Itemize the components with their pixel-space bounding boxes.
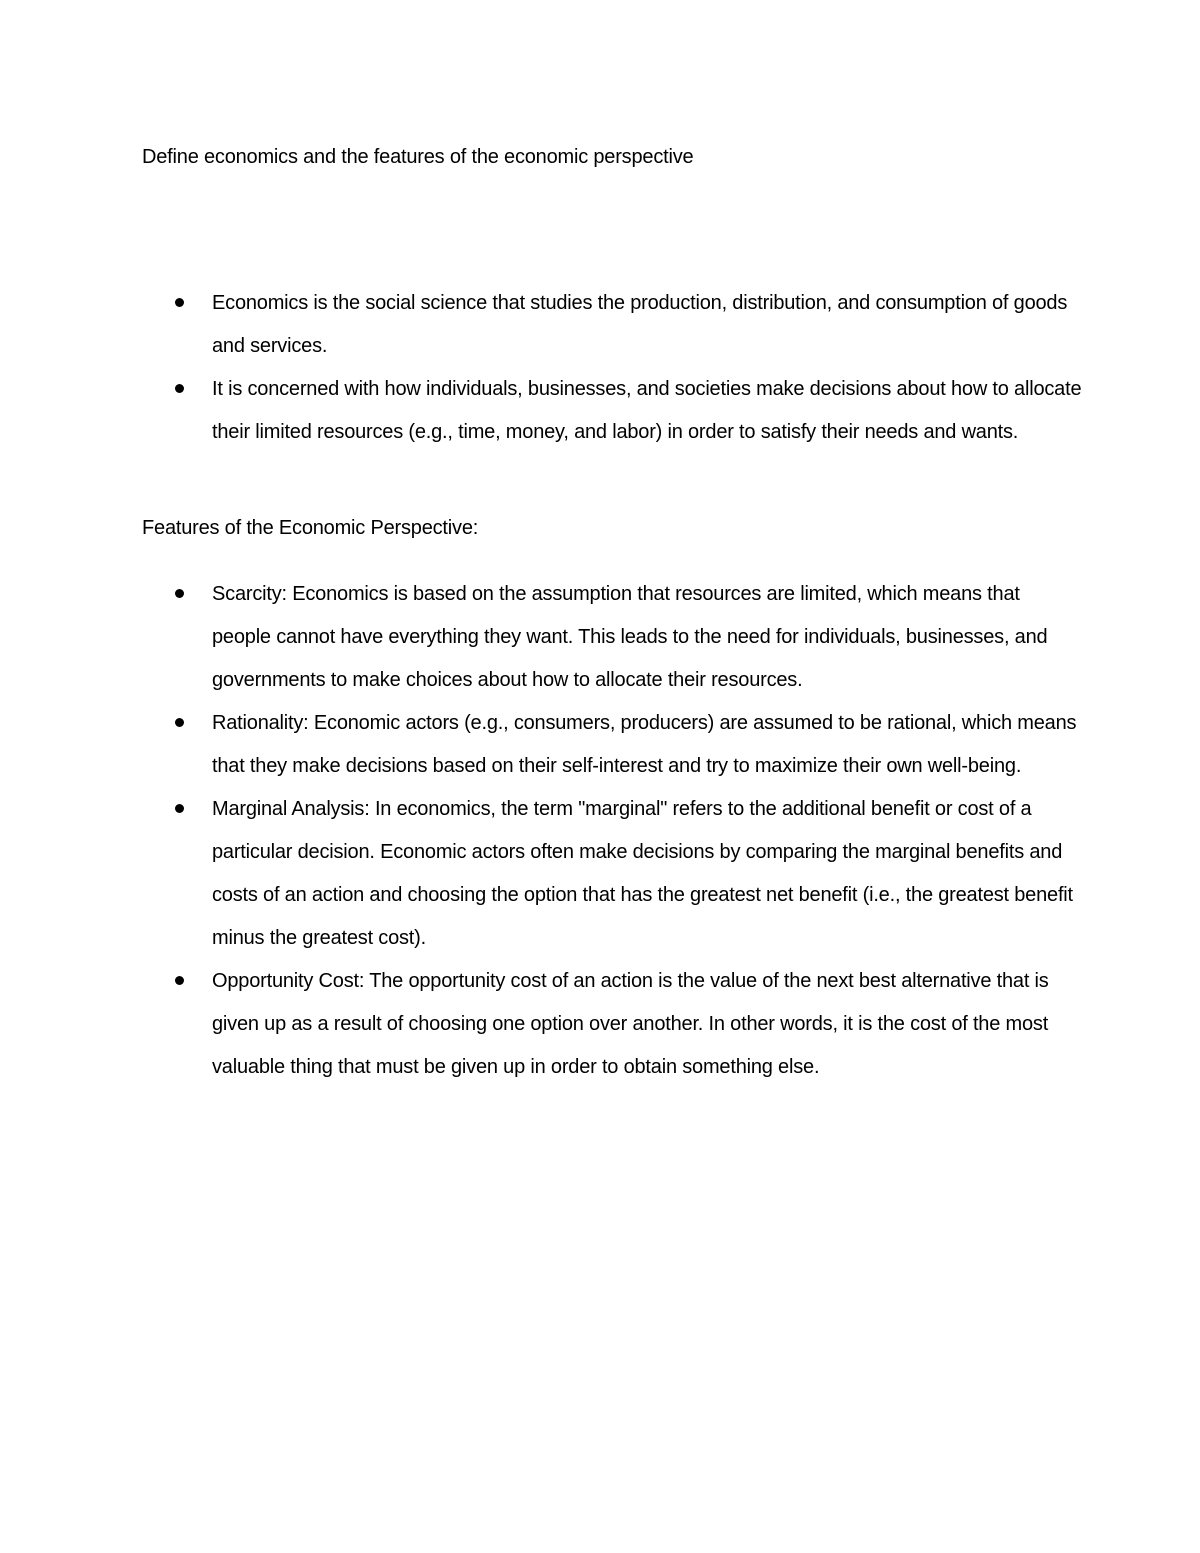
list-item-text: Economics is the social science that studies the production, distribution, and consumption of goods and services. <box>212 292 1068 357</box>
list-item-text: Marginal Analysis: In economics, the term "marginal" refers to the additional benefit or cost of a particular decision. Economic actors often make decisions by comparing the marginal benefits and costs of an action and choosing the option that has the greatest net benefit (i.e., the greatest benefit minus the greatest cost). <box>212 798 1073 949</box>
list-item <box>142 960 1082 1089</box>
list-item-text: Rationality: Economic actors (e.g., consumers, producers) are assumed to be rational, which means that they make decisions based on their self-interest and try to maximize their own well-being. <box>212 712 1077 777</box>
list-item <box>142 282 1082 368</box>
list-item-text: Opportunity Cost: The opportunity cost of an action is the value of the next best alternative that is given up as a result of choosing one option over another. In other words, it is the cost of the most valuable thing that must be given up in order to obtain something else. <box>212 970 1049 1078</box>
list-item-text: Scarcity: Economics is based on the assumption that resources are limited, which means that people cannot have everything they want. This leads to the need for individuals, businesses, and governments to make choices about how to allocate their resources. <box>212 583 1048 691</box>
intro-bullet-list <box>142 282 1082 454</box>
features-heading: Features of the Economic Perspective: <box>142 517 479 539</box>
bullet-icon <box>175 384 184 393</box>
list-item <box>142 368 1082 454</box>
list-item <box>142 702 1082 788</box>
bullet-icon <box>175 718 184 727</box>
bullet-icon <box>175 589 184 598</box>
features-bullet-list <box>142 573 1082 1089</box>
list-item <box>142 573 1082 702</box>
document-title: Define economics and the features of the economic perspective <box>142 146 694 168</box>
list-item-text: It is concerned with how individuals, businesses, and societies make decisions about how to allocate their limited resources (e.g., time, money, and labor) in order to satisfy their needs and wants. <box>212 378 1082 443</box>
bullet-icon <box>175 298 184 307</box>
list-item <box>142 788 1082 960</box>
bullet-icon <box>175 976 184 985</box>
bullet-icon <box>175 804 184 813</box>
